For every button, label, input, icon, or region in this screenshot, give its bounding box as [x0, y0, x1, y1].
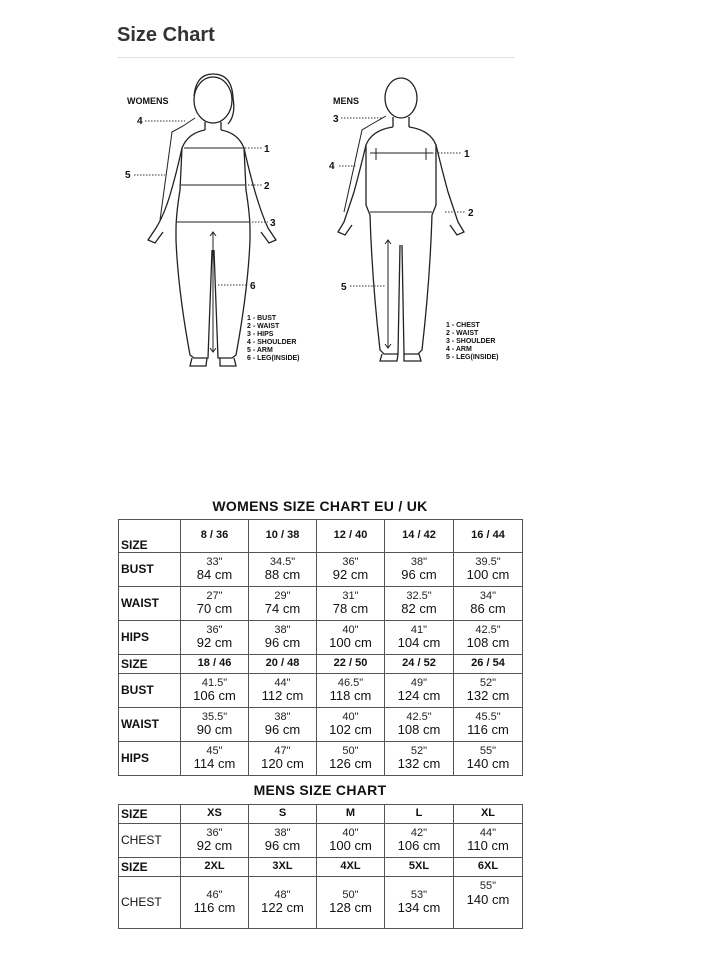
inch-value: 55" — [479, 744, 497, 757]
table-cell — [317, 708, 385, 742]
women-marker-1: 1 — [264, 144, 270, 155]
table-cell — [181, 708, 249, 742]
size-header: 6XL — [454, 858, 523, 877]
cm-value: 110 cm — [467, 838, 509, 854]
table-cell — [249, 708, 317, 742]
table-row — [119, 674, 523, 708]
mens-size-table — [118, 804, 523, 929]
table-cell — [454, 621, 523, 655]
women-marker-3: 3 — [270, 218, 276, 229]
cm-value: 118 cm — [329, 688, 372, 704]
womens-chart-title: WOMENS SIZE CHART EU / UK — [212, 498, 428, 514]
table-cell — [385, 621, 454, 655]
women-legend-3: 3 - HIPS — [247, 331, 274, 338]
inch-value: 38" — [274, 826, 291, 839]
cm-value: 102 cm — [329, 722, 372, 738]
women-legend-2: 2 - WAIST — [247, 323, 280, 330]
inch-value: 35.5" — [201, 710, 228, 723]
row-label: BUST — [119, 553, 181, 587]
cm-value: 132 cm — [466, 688, 510, 704]
women-marker-2: 2 — [264, 181, 270, 192]
table-cell — [249, 587, 317, 621]
inch-value: 40" — [342, 826, 359, 839]
size-header: 18 / 46 — [181, 655, 249, 674]
table-cell — [249, 824, 317, 858]
cm-value: 140 cm — [466, 756, 510, 772]
men-legend-4: 4 - ARM — [446, 346, 472, 353]
cm-value: 82 cm — [401, 601, 437, 617]
table-cell — [454, 587, 523, 621]
cm-value: 96 cm — [264, 722, 301, 738]
cm-value: 96 cm — [264, 838, 301, 854]
inch-value: 55" — [479, 880, 497, 892]
cm-value: 116 cm — [467, 722, 509, 738]
cm-value: 104 cm — [397, 635, 441, 651]
inch-value: 48" — [274, 888, 291, 901]
size-header: 24 / 52 — [385, 655, 454, 674]
table-cell — [249, 877, 317, 929]
table-row — [119, 708, 523, 742]
table-cell — [385, 742, 454, 776]
inch-value: 52" — [410, 744, 428, 757]
size-header-row — [119, 858, 523, 877]
row-label: HIPS — [119, 742, 181, 776]
womens-size-table — [118, 519, 523, 776]
men-legend-1: 1 - CHEST — [446, 322, 480, 329]
size-header-row — [119, 655, 523, 674]
size-header: XS — [181, 805, 249, 824]
inch-value: 36" — [342, 555, 359, 568]
inch-value: 42" — [410, 826, 428, 839]
table-row — [119, 621, 523, 655]
table-row — [119, 553, 523, 587]
inch-value: 41" — [410, 623, 428, 636]
cm-value: 100 cm — [329, 635, 372, 651]
row-label: SIZE — [119, 858, 181, 877]
cm-value: 86 cm — [470, 601, 506, 617]
men-marker-1: 1 — [464, 149, 470, 160]
inch-value: 36" — [206, 826, 223, 839]
inch-value: 40" — [342, 623, 359, 636]
women-marker-4: 4 — [137, 116, 143, 127]
cm-value: 132 cm — [397, 756, 441, 772]
inch-value: 38" — [410, 555, 428, 568]
size-header: 14 / 42 — [385, 520, 454, 553]
cm-value: 112 cm — [261, 688, 304, 704]
table-cell — [385, 587, 454, 621]
size-header: 12 / 40 — [317, 520, 385, 553]
size-header: 3XL — [249, 858, 317, 877]
cm-value: 96 cm — [264, 635, 301, 651]
cm-value: 70 cm — [196, 601, 233, 617]
cm-value: 92 cm — [332, 567, 369, 583]
table-cell — [385, 674, 454, 708]
inch-value: 27" — [206, 589, 223, 602]
cm-value: 74 cm — [264, 601, 301, 617]
size-header: 16 / 44 — [454, 520, 523, 553]
row-label: SIZE — [119, 655, 181, 674]
women-figure — [125, 74, 300, 366]
table-cell — [317, 621, 385, 655]
table-cell — [249, 621, 317, 655]
cm-value: 128 cm — [329, 900, 372, 916]
inch-value: 42.5" — [406, 710, 432, 723]
cm-value: 116 cm — [193, 900, 236, 916]
table-cell — [317, 742, 385, 776]
inch-value: 32.5" — [406, 589, 432, 602]
row-label: BUST — [119, 674, 181, 708]
inch-value: 53" — [410, 888, 428, 901]
men-marker-5: 5 — [341, 282, 347, 293]
table-cell — [454, 824, 523, 858]
men-figure — [329, 78, 499, 361]
cm-value: 122 cm — [261, 900, 304, 916]
table-cell — [181, 877, 249, 929]
inch-value: 39.5" — [475, 555, 501, 568]
women-heading: WOMENS — [127, 96, 169, 106]
inch-value: 31" — [342, 589, 359, 602]
size-header: 22 / 50 — [317, 655, 385, 674]
cm-value: 120 cm — [261, 756, 304, 772]
table-cell — [385, 553, 454, 587]
size-header: 10 / 38 — [249, 520, 317, 553]
women-marker-6: 6 — [250, 281, 256, 292]
inch-value: 50" — [342, 744, 359, 757]
table-cell — [181, 553, 249, 587]
inch-value: 42.5" — [475, 623, 501, 636]
cm-value: 106 cm — [397, 838, 441, 854]
cm-value: 106 cm — [193, 688, 236, 704]
table-row — [119, 742, 523, 776]
table-cell — [181, 674, 249, 708]
cm-value: 92 cm — [196, 635, 233, 651]
table-cell — [385, 824, 454, 858]
table-row — [119, 587, 523, 621]
men-legend-3: 3 - SHOULDER — [446, 338, 496, 345]
table-row — [119, 824, 523, 858]
table-cell — [454, 877, 523, 929]
size-header: 2XL — [181, 858, 249, 877]
cm-value: 140 cm — [466, 891, 510, 907]
inch-value: 49" — [410, 676, 428, 689]
cm-value: 134 cm — [397, 900, 441, 916]
cm-value: 100 cm — [329, 838, 372, 854]
inch-value: 45.5" — [475, 710, 501, 723]
inch-value: 34.5" — [269, 555, 296, 568]
inch-value: 46.5" — [337, 676, 364, 689]
cm-value: 88 cm — [264, 567, 301, 583]
row-label: WAIST — [119, 587, 181, 621]
size-header-row — [119, 805, 523, 824]
inch-value: 36" — [206, 623, 223, 636]
cm-value: 92 cm — [196, 838, 233, 854]
cm-value: 96 cm — [401, 567, 437, 583]
inch-value: 47" — [274, 744, 291, 757]
row-label: HIPS — [119, 621, 181, 655]
men-heading: MENS — [333, 96, 360, 106]
inch-value: 34" — [479, 589, 497, 602]
women-legend-1: 1 - BUST — [247, 315, 277, 322]
size-header-row — [119, 520, 523, 553]
women-legend-5: 5 - ARM — [247, 347, 273, 354]
inch-value: 46" — [206, 888, 223, 901]
table-cell — [181, 742, 249, 776]
table-cell — [454, 553, 523, 587]
men-legend-5: 5 - LEG(INSIDE) — [446, 354, 499, 361]
table-cell — [317, 587, 385, 621]
row-label: WAIST — [119, 708, 181, 742]
page-title: Size Chart — [117, 24, 215, 46]
size-header: 26 / 54 — [454, 655, 523, 674]
women-legend-4: 4 - SHOULDER — [247, 339, 297, 346]
cm-value: 126 cm — [329, 756, 372, 772]
cm-value: 124 cm — [397, 688, 441, 704]
men-marker-3: 3 — [333, 114, 339, 125]
size-header: S — [249, 805, 317, 824]
cm-value: 100 cm — [466, 567, 510, 583]
mens-chart-title: MENS SIZE CHART — [253, 782, 387, 798]
inch-value: 52" — [479, 676, 497, 689]
row-label: SIZE — [119, 520, 181, 553]
table-cell — [181, 587, 249, 621]
inch-value: 38" — [274, 710, 291, 723]
women-legend-6: 6 - LEG(INSIDE) — [247, 355, 300, 362]
table-cell — [317, 877, 385, 929]
cm-value: 84 cm — [196, 567, 233, 583]
table-cell — [454, 674, 523, 708]
table-cell — [249, 674, 317, 708]
table-cell — [249, 742, 317, 776]
men-marker-4: 4 — [329, 161, 335, 172]
size-header: M — [317, 805, 385, 824]
cm-value: 114 cm — [193, 756, 236, 772]
table-cell — [181, 824, 249, 858]
women-marker-5: 5 — [125, 170, 131, 181]
table-cell — [317, 674, 385, 708]
inch-value: 41.5" — [201, 676, 228, 689]
inch-value: 50" — [342, 888, 359, 901]
size-header: 5XL — [385, 858, 454, 877]
inch-value: 29" — [274, 589, 291, 602]
table-cell — [385, 877, 454, 929]
men-legend-2: 2 - WAIST — [446, 330, 479, 337]
cm-value: 108 cm — [397, 722, 441, 738]
cm-value: 90 cm — [196, 722, 233, 738]
measurement-figures — [0, 0, 720, 400]
size-header: L — [385, 805, 454, 824]
table-row — [119, 877, 523, 929]
table-cell — [317, 824, 385, 858]
row-label: SIZE — [119, 805, 181, 824]
table-cell — [249, 553, 317, 587]
size-header: 8 / 36 — [181, 520, 249, 553]
table-cell — [454, 742, 523, 776]
cm-value: 108 cm — [466, 635, 510, 651]
row-label: CHEST — [119, 824, 181, 858]
inch-value: 44" — [479, 826, 497, 839]
table-cell — [454, 708, 523, 742]
table-cell — [385, 708, 454, 742]
table-cell — [181, 621, 249, 655]
cm-value: 78 cm — [332, 601, 369, 617]
table-cell — [317, 553, 385, 587]
size-header: XL — [454, 805, 523, 824]
inch-value: 44" — [274, 676, 291, 689]
men-marker-2: 2 — [468, 208, 474, 219]
inch-value: 33" — [206, 555, 223, 568]
inch-value: 40" — [342, 710, 359, 723]
size-header: 20 / 48 — [249, 655, 317, 674]
size-header: 4XL — [317, 858, 385, 877]
row-label: CHEST — [119, 877, 181, 929]
inch-value: 45" — [206, 744, 223, 757]
inch-value: 38" — [274, 623, 291, 636]
